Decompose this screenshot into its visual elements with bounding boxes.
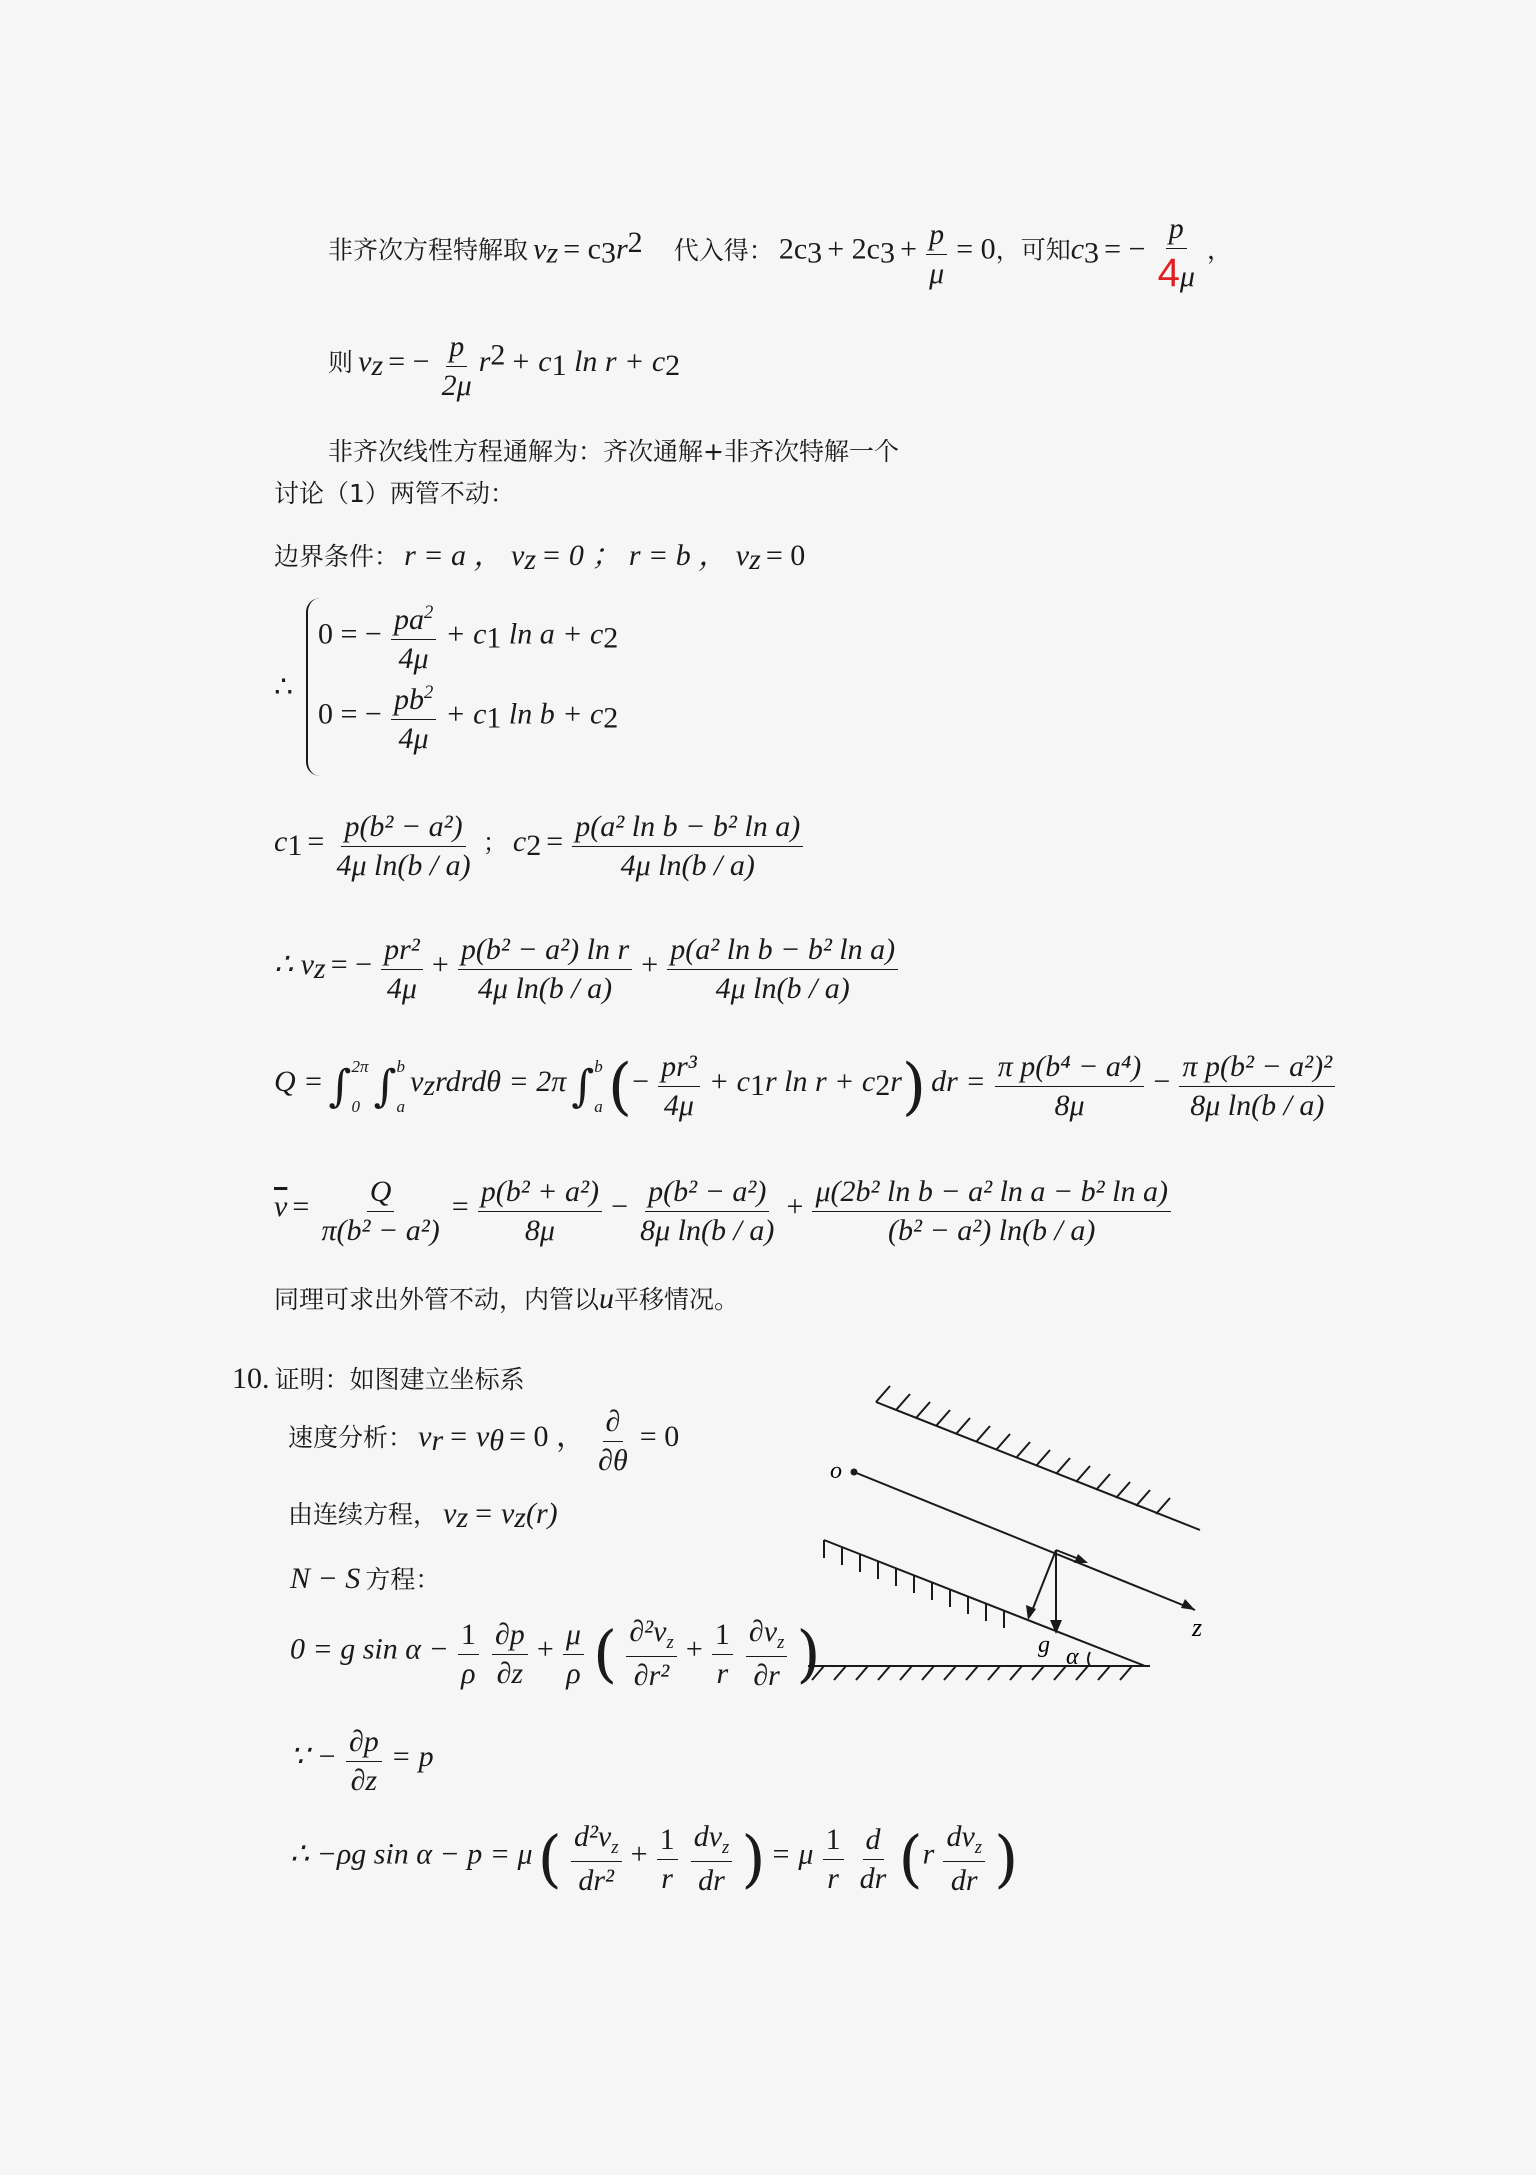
fraction: $\frac{\text{π p(b² − a²)²}}{\text{8μ ln(b / a)}}$ [1179, 1050, 1335, 1123]
fraction: $\frac{1}{r}$ [657, 1823, 678, 1896]
fraction: $\frac{\partial p}{\partial z}$ [346, 1725, 382, 1798]
fraction: $\frac{d^2v_z}{\text{dr²}}$ [571, 1820, 622, 1898]
fraction: $\frac{\text{π p(b⁴ − a⁴)}}{8\mu}$ [995, 1050, 1145, 1123]
fraction: $\frac{dv_z}{dr}$ [691, 1820, 733, 1898]
inclined-channel-figure [790, 1380, 1220, 1700]
fraction: $\frac{1}{\rho}$ [458, 1618, 479, 1691]
solution-vz-line: 则 $v_z$ = − $\frac{p}{2\mu}$ $r^2 + c_1$ $\ln r + c_2$ [328, 330, 681, 402]
fraction: $\frac{\text{pr³}}{4\mu}$ [658, 1050, 700, 1123]
fraction: $\frac{\partial v_z}{\partial r}$ [746, 1615, 787, 1693]
fraction: $\frac{p}{2\mu}$ [441, 330, 472, 402]
fraction: $\frac{\text{p(b² − a²)}}{\text{8μ ln(b / a)}}$ [640, 1175, 775, 1247]
upper-wall [876, 1402, 1200, 1530]
fraction: $\frac{d}{dr}$ [859, 1822, 887, 1895]
mean-velocity-line: $\overline{v}$ = $\frac{Q}{\text{π(b² − a²)}}$ = $\frac{\text{p(b² + a²)}}{8\mu}$ − $\frac{\text{p(b² − a²)}}{\text{8μ ln(b / a)}}$ + $\frac{\text{μ(2b² ln b − a² ln a − b² ln a)}}{\text{(b² − a²) ln(b / a)}}$ [274, 1175, 1175, 1248]
general-solution-text: 非齐次线性方程通解为：齐次通解+非齐次特解一个 [328, 437, 899, 466]
integral-sign: ∫ [328, 1061, 352, 1112]
flow-rate-line: Q = ∫ 2π 0 ∫ b a $v_zrdrd\theta = 2\pi$ ∫ b a (− $\frac{\text{pr³}}{4\mu}$ + $c_1r$ $\ln r + c_2r$) dr = $\frac{\text{π p(b⁴ − a⁴)}}{8\mu}$ − $\frac{\text{π p(b² − a²)²}}{\text{8μ ln(b / a)}}$ [274, 1050, 1339, 1123]
equation-system: 0 = − $\frac{pa^2}{4\mu}$ + $c_1$ $\ln a + c_2$ 0 = − $\frac{pb^2}{4\mu}$ + $c_1$ $\ln b + c_2$ [306, 598, 618, 776]
fraction: $\frac{1}{r}$ [823, 1823, 844, 1896]
navier-stokes-heading: N − S 方程： [290, 1562, 441, 1595]
pressure-gradient-line: ∵ − $\frac{\partial p}{\partial z}$ = p [290, 1725, 434, 1797]
fraction: $\frac{1}{r}$ [712, 1618, 733, 1691]
fraction: $\frac{\text{p(a² ln b − b² ln a)}}{\text{4μ ln(b / a)}}$ [572, 810, 803, 883]
lower-wall-hatching [824, 1540, 1004, 1628]
fraction: $\frac{\text{μ(2b² ln b − a² ln a − b² ln a)}}{\text{(b² − a²) ln(b / a)}}$ [812, 1175, 1171, 1248]
fraction: $\frac{p}{4\mu}$ [1157, 212, 1195, 295]
fraction: $\frac{\partial p}{\partial z}$ [492, 1618, 528, 1691]
gravity-label: g [1038, 1632, 1050, 1658]
fraction: $\frac{\text{pr²}}{4\mu}$ [381, 933, 423, 1006]
boundary-conditions-line: 边界条件： r = a ， $v_z = 0$ ； r = b ， $v_z = 0$ [274, 539, 806, 577]
ns-equation-line: 0 = g sin α − $\frac{1}{\rho}$ $\frac{\partial p}{\partial z}$ + $\frac{\mu}{\rho}$ ( $\frac{\partial^2v_z}{\text{∂r²}}$ + $\frac{1}{r}$ $\frac{\partial v_z}{\partial r}$ ) [290, 1615, 821, 1692]
upper-wall-hatching [876, 1386, 1170, 1514]
similar-case-text: 同理可求出外管不动，内管以u平移情况。 [274, 1282, 740, 1315]
fraction: $\frac{\partial^2v_z}{\text{∂r²}}$ [626, 1615, 676, 1693]
integral-sign: ∫ [373, 1061, 397, 1112]
fraction: $\frac{\text{p(b² − a²)}}{\text{4μ ln(b / a)}}$ [336, 810, 471, 882]
angle-label: α [1066, 1644, 1079, 1670]
final-equation-line: ∴ −ρg sin α − p = μ ( $\frac{d^2v_z}{\text{dr²}}$ + $\frac{1}{r}$ $\frac{dv_z}{dr}$ ) = μ $\frac{1}{r}$ $\frac{d}{dr}$ (r $\frac{dv_z}{dr}$ ) [290, 1820, 1019, 1897]
continuity-line: 由连续方程， $v_z = v_z(r)$ [288, 1497, 558, 1535]
fraction: $\frac{\text{p(a² ln b − b² ln a)}}{\text{4μ ln(b / a)}}$ [667, 933, 898, 1006]
ground-hatching [812, 1666, 1132, 1680]
fraction: $\frac{dv_z}{dr}$ [943, 1820, 985, 1898]
velocity-analysis-line: 速度分析： $v_r = v_\theta = 0$ ， $\frac{\partial}{\partial\theta}$ = 0 [288, 1405, 680, 1477]
fraction: $\frac{\text{p(b² − a²) ln r}}{\text{4μ ln(b / a)}}$ [458, 933, 632, 1006]
integral-sign: ∫ [571, 1061, 595, 1112]
fraction: $\frac{p}{\mu}$ [926, 218, 947, 291]
angle-arc [1088, 1652, 1090, 1666]
lower-wall [824, 1540, 1145, 1666]
z-axis [854, 1472, 1195, 1610]
particular-solution-line: 非齐次方程特解取 $v_z = c_3r^2$ 代入得： $2c_3 + 2c_3$ + $\frac{p}{\mu}$ = 0，可知$c_3$ = − $\frac{p}{4\mu}$ ， [328, 212, 1232, 295]
constants-line: $c_1$ = $\frac{\text{p(b² − a²)}}{\text{4μ ln(b / a)}}$ ； $c_2$ = $\frac{\text{p(a² ln b − b² ln a)}}{\text{4μ ln(b / a)}}$ [274, 810, 807, 883]
therefore-symbol: ∴ [274, 671, 294, 704]
fraction: $\frac{pa^2}{4\mu}$ [391, 602, 436, 676]
fraction: $\frac{\mu}{\rho}$ [563, 1618, 584, 1691]
fraction: $\frac{Q}{\text{π(b² − a²)}}$ [321, 1175, 440, 1247]
fraction: $\frac{\partial}{\partial\theta}$ [598, 1405, 628, 1477]
problem-10-heading: 10. 证明：如图建立坐标系 [232, 1362, 525, 1395]
normal-vector [1030, 1550, 1056, 1616]
fraction: $\frac{pb^2}{4\mu}$ [391, 682, 436, 756]
velocity-profile-line: ∴ $v_z$ = − $\frac{\text{pr²}}{4\mu}$ + $\frac{\text{p(b² − a²) ln r}}{\text{4μ ln(b / a)}}$ + $\frac{\text{p(a² ln b − b² ln a)}}{\text{4μ ln(b / a)}}$ [274, 933, 902, 1006]
fraction: $\frac{\text{p(b² + a²)}}{8\mu}$ [478, 1175, 602, 1248]
origin-label: o [830, 1458, 842, 1484]
z-axis-label: z [1192, 1613, 1203, 1642]
handwritten-correction-4: 4 [1157, 251, 1180, 295]
discussion-heading: 讨论（1）两管不动： [274, 479, 515, 508]
